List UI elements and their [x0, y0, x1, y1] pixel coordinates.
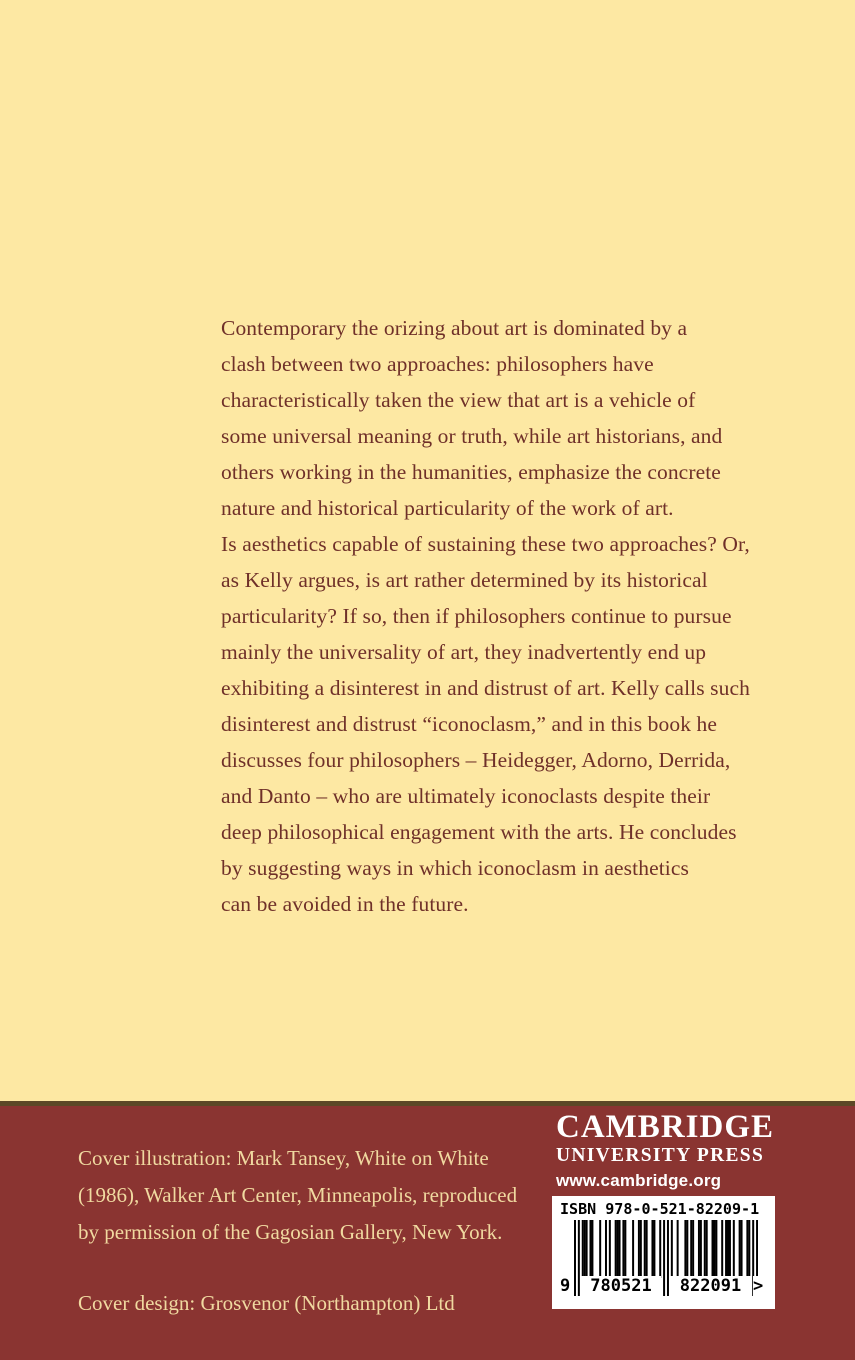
- barcode-image: [560, 1220, 767, 1300]
- cover-illustration-credit: [78, 1140, 517, 1251]
- blurb-line: others working in the humanities, emphasize the concrete: [221, 460, 721, 484]
- blurb-line: by suggesting ways in which iconoclasm in aesthetics: [221, 856, 689, 880]
- blurb-line: Contemporary the orizing about art is dominated by a: [221, 316, 688, 340]
- publisher-subname: UNIVERSITY PRESS: [556, 1145, 765, 1166]
- barcode-panel: [552, 1196, 775, 1309]
- barcode-digit-group: >: [753, 1276, 767, 1296]
- credit-line: (1986), Walker Art Center, Minneapolis, reproduced: [78, 1183, 518, 1207]
- blurb-line: can be avoided in the future.: [221, 892, 469, 916]
- cover-design-credit: Cover design: Grosvenor (Northampton) Ltd: [78, 1291, 455, 1315]
- bottom-band: [0, 1106, 855, 1360]
- blurb-line: and Danto – who are ultimately iconoclasts despite their: [221, 784, 711, 808]
- blurb-line: as Kelly argues, is art rather determined by its historical: [221, 568, 708, 592]
- barcode-digit-group: 9: [560, 1276, 573, 1296]
- barcode-digit-group: 780521: [581, 1276, 661, 1296]
- isbn-label: ISBN 978-0-521-82209-1: [560, 1200, 760, 1218]
- blurb-text: [221, 310, 750, 922]
- cambridge-logo: [556, 1109, 774, 1191]
- blurb-line: exhibiting a disinterest in and distrust of art. Kelly calls such: [221, 676, 750, 700]
- blurb-line: mainly the universality of art, they inadvertently end up: [221, 640, 707, 664]
- blurb-line: nature and historical particularity of the work of art.: [221, 496, 674, 520]
- blurb-line: disinterest and distrust “iconoclasm,” and in this book he: [221, 712, 718, 736]
- blurb-line: discusses four philosophers – Heidegger, Adorno, Derrida,: [221, 748, 731, 772]
- blurb-line: particularity? If so, then if philosophers continue to pursue: [221, 604, 732, 628]
- blurb-line: clash between two approaches: philosophers have: [221, 352, 654, 376]
- credit-line: Cover illustration: Mark Tansey, White on White: [78, 1146, 489, 1170]
- blurb-line: Is aesthetics capable of sustaining these two approaches? Or,: [221, 532, 750, 556]
- publisher-website: www.cambridge.org: [556, 1171, 722, 1190]
- barcode-digit-group: 822091: [669, 1276, 752, 1296]
- blurb-line: characteristically taken the view that art is a vehicle of: [221, 388, 696, 412]
- blurb-line: some universal meaning or truth, while art historians, and: [221, 424, 723, 448]
- credit-line: by permission of the Gagosian Gallery, New York.: [78, 1220, 503, 1244]
- blurb-line: deep philosophical engagement with the arts. He concludes: [221, 820, 737, 844]
- publisher-name: CAMBRIDGE: [556, 1109, 775, 1145]
